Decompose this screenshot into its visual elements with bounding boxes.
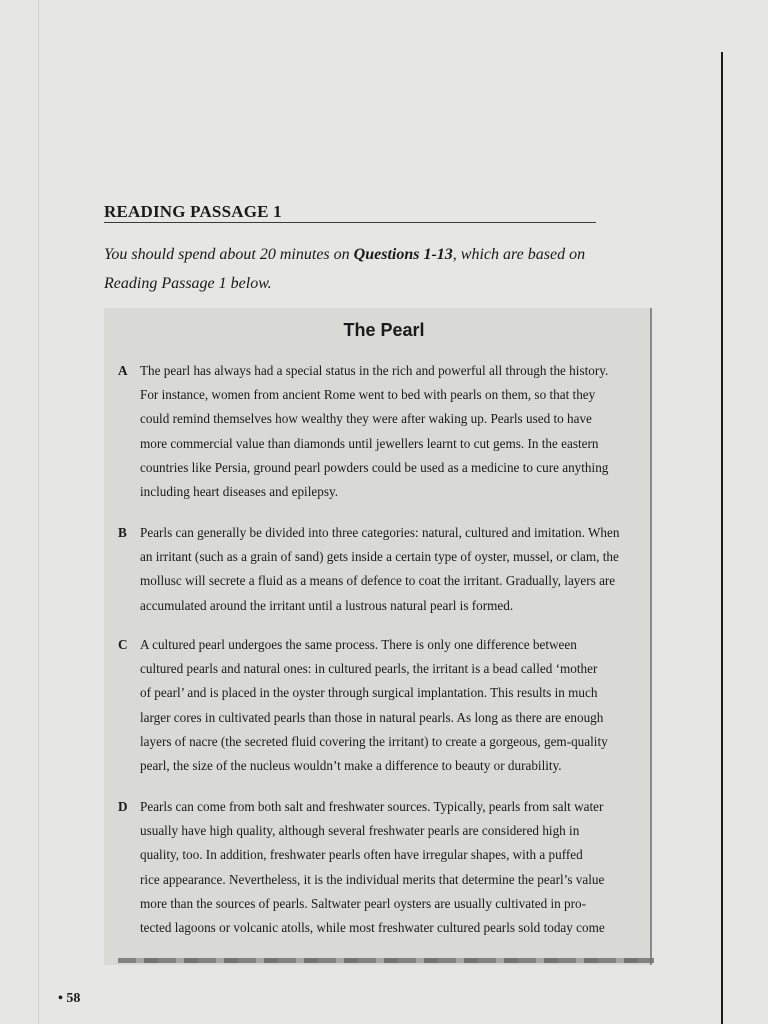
section-heading: READING PASSAGE 1 xyxy=(104,202,282,221)
paragraph-line: an irritant (such as a grain of sand) gets inside a certain type of oyster, mussel, or clam, the xyxy=(140,549,619,565)
page-number: • 58 xyxy=(58,991,81,1006)
paragraph-line: could remind themselves how wealthy they were after waking up. Pearls used to have xyxy=(140,411,592,427)
paragraph-line: layers of nacre (the secreted fluid covering the irritant) to create a gorgeous, gem-quality xyxy=(140,733,608,749)
paragraph-line: pearl, the size of the nucleus wouldn’t make a difference to beauty or durability. xyxy=(140,758,562,774)
paragraph-letter: D xyxy=(118,799,128,814)
paragraph-line: cultured pearls and natural ones: in cultured pearls, the irritant is a bead called ‘mother xyxy=(140,661,598,677)
paragraph-letter: A xyxy=(118,363,128,378)
paragraph-letter: C xyxy=(118,637,128,652)
paragraph-line: Pearls can generally be divided into three categories: natural, cultured and imitation. When xyxy=(140,525,620,540)
paragraph-text xyxy=(140,633,638,778)
instructions xyxy=(104,240,644,298)
paragraph-line: more commercial value than diamonds until jewellers learnt to cut gems. In the eastern xyxy=(140,435,599,451)
passage-torn-edge xyxy=(118,958,654,963)
paragraph-b xyxy=(118,521,638,618)
paragraph-line: mollusc will secrete a fluid as a means of defence to coat the irritant. Gradually, layers are xyxy=(140,573,616,589)
paragraph-text xyxy=(140,795,638,940)
paragraph-line: usually have high quality, although several freshwater pearls are considered high in xyxy=(140,823,580,839)
paragraph-line: accumulated around the irritant until a lustrous natural pearl is formed. xyxy=(140,597,514,613)
instructions-line2: Reading Passage 1 below. xyxy=(104,275,272,292)
paragraph-line: larger cores in cultivated pearls than those in natural pearls. As long as there are enough xyxy=(140,709,604,725)
paragraph-line: The pearl has always had a special status in the rich and powerful all through the history. xyxy=(140,363,609,378)
paragraph-a xyxy=(118,359,638,504)
heading-rule xyxy=(104,222,596,223)
instructions-questions: Questions 1-13 xyxy=(353,246,453,263)
passage-title: The Pearl xyxy=(343,320,425,340)
page-edge-line xyxy=(721,52,723,1024)
paragraph-line: more than the sources of pearls. Saltwater pearl oysters are usually cultivated in pro- xyxy=(140,895,587,911)
paragraph-line: countries like Persia, ground pearl powders could be used as a medicine to cure anything xyxy=(140,459,609,475)
paragraph-line: including heart diseases and epilepsy. xyxy=(140,484,338,500)
paragraph-line: quality, too. In addition, freshwater pearls often have irregular shapes, with a puffed xyxy=(140,847,583,863)
paragraph-line: tected lagoons or volcanic atolls, while most freshwater cultured pearls sold today come xyxy=(140,920,605,936)
paragraph-line: Pearls can come from both salt and freshwater sources. Typically, pearls from salt water xyxy=(140,799,604,814)
paragraph-c xyxy=(118,633,638,778)
instructions-text-after: , which are based on xyxy=(452,246,586,263)
paragraph-text xyxy=(140,521,638,618)
paragraph-line: of pearl’ and is placed in the oyster through surgical implantation. This results in much xyxy=(140,685,598,701)
paragraph-line: A cultured pearl undergoes the same process. There is only one difference between xyxy=(140,637,577,652)
paragraph-text xyxy=(140,359,638,504)
paragraph-line: For instance, women from ancient Rome went to bed with pearls on them, so that they xyxy=(140,387,596,403)
instructions-text-before: You should spend about 20 minutes on xyxy=(104,246,354,263)
paragraph-d xyxy=(118,795,638,940)
paragraph-line: rice appearance. Nevertheless, it is the individual merits that determine the pearl’s value xyxy=(140,871,605,887)
paragraph-letter: B xyxy=(118,525,127,540)
scan-left-edge xyxy=(38,0,39,1024)
